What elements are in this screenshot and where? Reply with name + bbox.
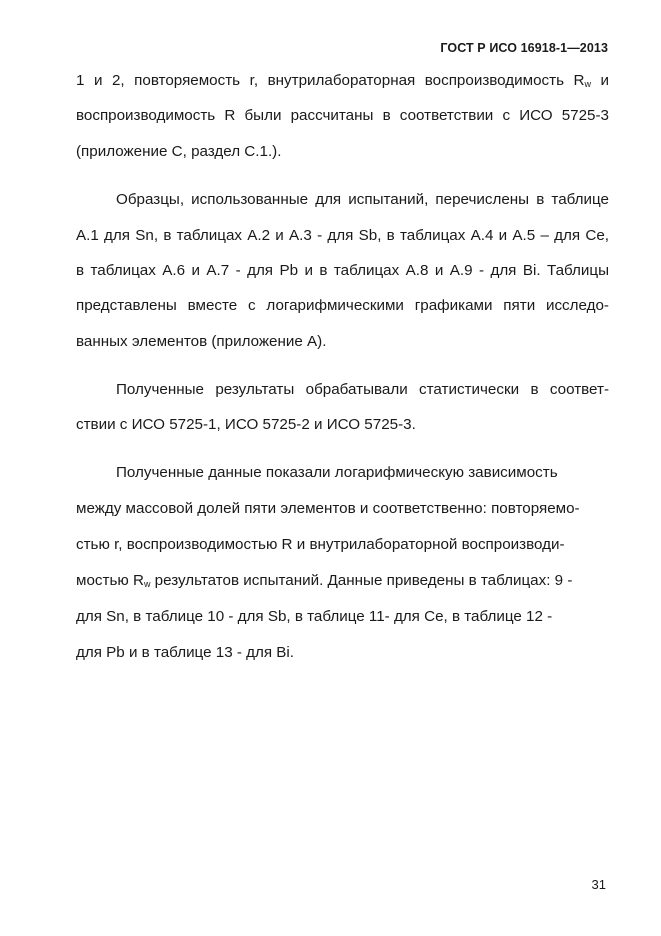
paragraph-4-line-2: между массовой долей пяти элементов и соответственно: повторяемо- (76, 500, 580, 517)
paragraph-1-line-1 (76, 72, 609, 93)
paragraph-2-line-4: представлены вместе с логарифмическими графиками пяти исследо- (76, 297, 609, 314)
paragraph-4-line-4 (76, 572, 609, 593)
text-span: мостью R (76, 572, 144, 589)
text-span: и (590, 72, 609, 89)
paragraph-3-line-2: ствии с ИСО 5725-1, ИСО 5725-2 и ИСО 5725-3. (76, 416, 416, 433)
text-span: результатов испытаний. Данные приведены в таблицах: 9 - (150, 572, 573, 589)
paragraph-1-line-3: (приложение С, раздел С.1.). (76, 143, 282, 160)
paragraph-1-line-2: воспроизводимость R были рассчитаны в соответствии с ИСО 5725-3 (76, 107, 609, 124)
paragraph-2-line-3: в таблицах А.6 и А.7 - для Pb и в таблицах А.8 и А.9 - для Bi. Таблицы (76, 262, 609, 279)
subscript-w: w (143, 579, 151, 589)
page-number: 31 (591, 877, 606, 892)
subscript-w: w (584, 79, 591, 89)
paragraph-2-line-5: ванных элементов (приложение А). (76, 333, 327, 350)
paragraph-2-line-2: А.1 для Sn, в таблицах А.2 и А.3 - для Sb, в таблицах А.4 и А.5 – для Ce, (76, 227, 609, 244)
text-span: 1 и 2, повторяемость r, внутрилабораторная воспроизводимость R (76, 72, 585, 89)
paragraph-4-line-1: Полученные данные показали логарифмическую зависимость (116, 464, 558, 481)
paragraph-4-line-6: для Pb и в таблице 13 - для Bi. (76, 644, 295, 661)
paragraph-4-line-5: для Sn, в таблице 10 - для Sb, в таблице 11- для Ce, в таблице 12 - (76, 608, 553, 625)
paragraph-2-line-1: Образцы, использованные для испытаний, перечислены в таблице (116, 191, 609, 208)
paragraph-4-line-3: стью r, воспроизводимостью R и внутрилабораторной воспроизводи- (76, 536, 565, 553)
paragraph-3-line-1: Полученные результаты обрабатывали статистически в соответ- (116, 381, 609, 398)
document-header: ГОСТ Р ИСО 16918-1—2013 (440, 41, 608, 55)
